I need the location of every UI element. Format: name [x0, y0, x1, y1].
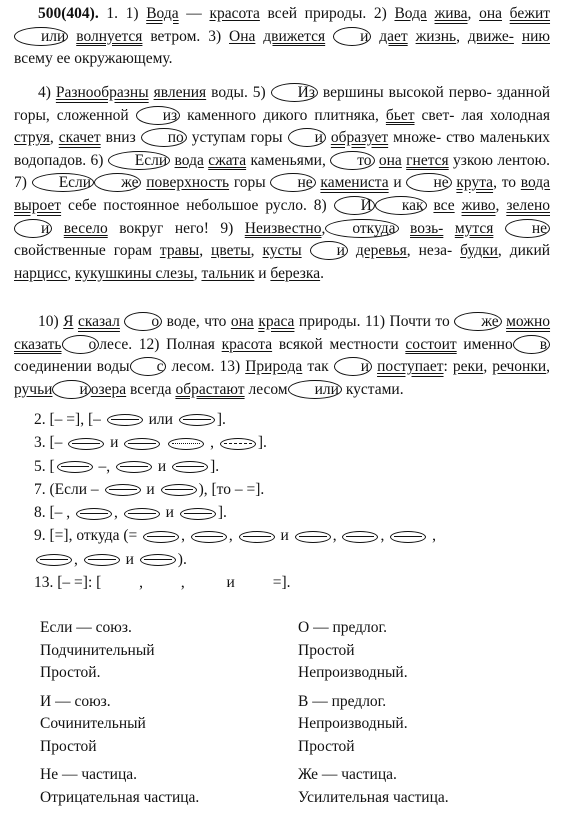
circled-word: не	[406, 173, 451, 192]
scheme-5: 5. [ –, и ].	[34, 457, 220, 475]
word: камениста	[320, 174, 389, 192]
scheme-label: 13.	[34, 574, 54, 592]
word: можно сказать	[14, 313, 551, 353]
word: свойственные горам	[14, 242, 152, 260]
word: дает	[379, 27, 408, 45]
scheme-2	[34, 408, 554, 431]
word: .	[320, 264, 324, 282]
scheme-13: 13. [– =]: [ , , и =].	[34, 574, 291, 592]
word: она	[230, 313, 254, 330]
paragraph-4	[14, 82, 550, 285]
word: все	[433, 196, 455, 214]
word: , неза-	[406, 242, 453, 260]
word: ,	[456, 27, 460, 45]
scheme-text: (Если –	[49, 480, 99, 498]
word: красота	[221, 335, 273, 353]
word: реки	[452, 358, 484, 376]
word: Природа	[245, 358, 303, 376]
scheme-text: и	[146, 480, 155, 498]
homogeneous-mark	[342, 531, 378, 543]
object-mark	[220, 438, 256, 450]
circled-word: как	[375, 196, 427, 215]
circled-word: же	[454, 312, 501, 331]
word: всему ее окружающему.	[14, 50, 173, 68]
word: горы	[233, 174, 266, 192]
word: узкою лентою. 7)	[14, 151, 551, 192]
word: явления	[153, 84, 207, 101]
circled-word: и	[14, 219, 52, 238]
predicate-mark	[179, 414, 215, 426]
word: , дикий	[497, 242, 551, 260]
word: она	[378, 151, 402, 169]
analysis-line: В — предлог.	[298, 692, 387, 710]
word: всегда	[130, 380, 172, 398]
scheme-text: [– ,	[49, 504, 71, 522]
circled-word: из	[136, 106, 180, 125]
analysis-line: Непроизводный.	[298, 715, 408, 732]
scheme-text: [– =]: [	[57, 574, 102, 592]
word: поступает	[377, 358, 444, 376]
word: гнется	[406, 151, 449, 169]
word: мутся	[454, 219, 494, 237]
word: движе-	[467, 27, 514, 45]
word: ,	[49, 129, 54, 147]
word: струя	[14, 129, 50, 147]
word: и	[258, 264, 267, 282]
scheme-text: [– =], [–	[49, 411, 101, 428]
circled-word: в	[513, 335, 550, 354]
word: каменного дикого плитняка,	[187, 106, 379, 124]
analysis-block	[40, 617, 280, 685]
homogeneous-mark	[36, 554, 72, 566]
object-mark	[168, 438, 204, 450]
word: воды. 5)	[211, 84, 266, 101]
scheme-7	[34, 478, 554, 501]
circled-word: Если	[32, 173, 94, 192]
word: зелено	[506, 196, 550, 214]
word: уступам горы	[191, 129, 283, 147]
circled-word: и	[334, 357, 372, 376]
analysis-block	[40, 764, 280, 809]
word: , то	[493, 174, 517, 192]
analysis-block	[40, 691, 280, 759]
analysis-line: Простой	[298, 737, 355, 755]
analysis-line: Подчинительный	[40, 641, 155, 659]
word: воде, что	[166, 313, 227, 330]
word: —	[186, 5, 202, 22]
word: именно	[463, 335, 513, 353]
word: вода	[520, 174, 551, 192]
scheme-text: и	[226, 574, 235, 592]
word: жизнь	[415, 27, 457, 45]
word: речонки	[492, 358, 547, 376]
word: Вода	[394, 5, 427, 22]
word: она	[479, 5, 503, 22]
circled-word: и	[310, 241, 348, 260]
word: березка	[270, 264, 321, 282]
word: ,	[483, 358, 488, 376]
word: деревья	[355, 242, 407, 260]
circled-word: или	[288, 380, 342, 399]
paragraph-1	[14, 3, 550, 71]
scheme-8: 8. [– , , и ].	[34, 504, 227, 522]
analysis-line: Непроизводный.	[298, 664, 408, 681]
scheme-text: ,	[432, 527, 436, 545]
lead: 1. 1)	[106, 5, 139, 22]
word: всей природы. 2)	[267, 5, 387, 22]
word: 10)	[38, 313, 59, 330]
word: вниз	[105, 129, 136, 147]
word: красота	[209, 5, 260, 22]
analysis-line: Простой	[40, 737, 97, 755]
word: Вода	[146, 5, 179, 22]
homogeneous-mark	[116, 461, 152, 473]
word: живо	[461, 196, 496, 214]
homogeneous-mark	[57, 461, 93, 473]
scheme-text: и	[110, 434, 119, 452]
predicate-mark	[107, 414, 143, 426]
word: свет-	[421, 106, 455, 124]
word: Я	[63, 313, 74, 330]
circled-word: же	[94, 173, 141, 192]
word: кусты	[262, 242, 302, 260]
word: ветром. 3)	[150, 27, 222, 45]
analysis-line: Не — частица.	[40, 766, 137, 783]
circled-word: то	[330, 151, 374, 170]
word: так	[307, 358, 329, 376]
word: вода	[174, 151, 204, 169]
paragraph-10	[14, 311, 550, 401]
word: ,	[467, 5, 472, 22]
scheme-9-cont: , и ).	[34, 548, 554, 571]
analysis-left-column	[40, 617, 280, 815]
word: вокруг него! 9)	[119, 219, 234, 237]
word: всякой местности	[278, 335, 399, 353]
homogeneous-mark	[105, 484, 141, 496]
word: ,	[193, 264, 198, 282]
word: крута	[456, 174, 494, 192]
word: озера	[90, 380, 127, 398]
sentence-schemes	[34, 408, 554, 594]
word: сжата	[208, 151, 247, 169]
analysis-line: Усилительная частица.	[298, 788, 449, 806]
word: краса	[258, 313, 295, 330]
word: выроет	[14, 196, 62, 214]
homogeneous-mark	[143, 531, 179, 543]
word: цветы	[211, 242, 251, 260]
word: травы	[159, 242, 200, 260]
analysis-line: Простой	[298, 641, 355, 659]
analysis-block	[298, 617, 538, 685]
word: жива	[434, 5, 468, 22]
scheme-text: и	[165, 504, 174, 522]
scheme-text: ].	[257, 434, 267, 452]
circled-word: или	[14, 27, 68, 46]
word: ,	[67, 264, 72, 282]
word: ручьи	[14, 380, 53, 398]
scheme-9: 9. [=], откуда (= , , и , , ,	[34, 527, 436, 545]
homogeneous-mark	[180, 508, 216, 520]
scheme-text: ].	[217, 504, 227, 522]
analysis-line: Же — частица.	[298, 766, 397, 783]
homogeneous-mark	[140, 554, 176, 566]
subject-mark	[124, 438, 160, 450]
circled-word: с	[130, 357, 167, 376]
analysis-block	[298, 691, 538, 759]
word: Разнообразны	[55, 84, 149, 101]
circled-word: и	[52, 380, 90, 399]
word: :	[443, 358, 448, 376]
homogeneous-mark	[84, 554, 120, 566]
word: ,	[199, 242, 204, 260]
scheme-text: и	[125, 550, 134, 568]
word: 4)	[38, 84, 51, 101]
word: природы. 11) Почти то	[298, 313, 450, 330]
exercise-number: 500(404).	[38, 5, 99, 22]
word: волнуется	[76, 27, 143, 45]
scheme-label: 5.	[34, 457, 46, 475]
word: ство маленьких водопадов. 6)	[14, 129, 551, 169]
scheme-label: 8.	[34, 504, 46, 522]
homogeneous-mark	[295, 531, 331, 543]
homogeneous-mark	[76, 508, 112, 520]
scheme-3: 3. [– и , ].	[34, 434, 267, 452]
word: зданной горы, сложенной	[14, 84, 551, 124]
analysis-right-column	[298, 617, 538, 815]
scheme-text: ].	[210, 457, 220, 475]
word: кукушкины слезы	[75, 264, 194, 282]
word: вершины высокой перво-	[322, 84, 492, 101]
circled-word: по	[141, 128, 187, 147]
word: весело	[63, 219, 108, 237]
circled-word: не	[270, 173, 315, 192]
word: тальник	[201, 264, 255, 282]
word: ,	[495, 196, 500, 214]
word: каменьями,	[250, 151, 326, 169]
word: образует	[330, 129, 389, 147]
circled-word: и	[288, 128, 326, 147]
word: нию	[521, 27, 550, 45]
word: бьет	[385, 106, 415, 124]
scheme-text: ].	[216, 411, 226, 428]
scheme-text: ), [то – =].	[198, 480, 265, 498]
word: себе постоянное небольшое русло. 8)	[68, 196, 327, 214]
circled-word: откуда	[325, 219, 398, 238]
scheme-label: 3.	[34, 434, 46, 452]
word: лесе. 12) Полная	[99, 335, 215, 353]
word: кустами.	[345, 380, 404, 398]
word: скачет	[58, 129, 101, 147]
homogeneous-mark	[161, 484, 197, 496]
scheme-label: 2.	[34, 411, 46, 428]
analysis-line: О — предлог.	[298, 619, 388, 636]
word: будки	[460, 242, 498, 260]
word: лая холодная	[461, 106, 551, 124]
analysis-line: Сочинительный	[40, 715, 146, 732]
scheme-text: или	[148, 411, 173, 428]
analysis-block	[298, 764, 538, 809]
word: Она	[229, 27, 256, 45]
scheme-text: и	[157, 457, 167, 475]
homogeneous-mark	[124, 508, 160, 520]
word: обрастают	[175, 380, 245, 398]
circled-word: И	[334, 196, 375, 215]
word: возь-	[410, 219, 444, 237]
circled-word: Если	[108, 151, 170, 170]
homogeneous-mark	[390, 531, 426, 543]
scheme-text: =].	[272, 574, 291, 592]
analysis-line: Простой.	[40, 664, 101, 681]
analysis-line: Если — союз.	[40, 619, 132, 636]
scheme-text: и	[280, 527, 289, 545]
analysis-line: Отрицательная частица.	[40, 788, 200, 806]
word: сказал	[77, 313, 120, 330]
word: ,	[546, 358, 551, 376]
word: соединении воды	[14, 358, 130, 376]
scheme-label: 9.	[34, 527, 46, 545]
word: состоит	[405, 335, 457, 353]
word: ,	[250, 242, 255, 260]
homogeneous-mark	[191, 531, 227, 543]
word: поверхность	[146, 174, 230, 192]
word: бежит	[509, 5, 551, 22]
circled-word: о	[62, 335, 100, 354]
circled-word: о	[124, 312, 162, 331]
scheme-label: 7.	[34, 480, 46, 498]
homogeneous-mark	[239, 531, 275, 543]
word: множе-	[393, 129, 442, 147]
scheme-text: ).	[177, 550, 187, 568]
word: лесом	[248, 380, 288, 398]
homogeneous-mark	[172, 461, 208, 473]
scheme-text: [–	[49, 434, 63, 452]
word: движется	[263, 27, 326, 45]
word: лесом. 13)	[171, 358, 241, 376]
analysis-line: И — союз.	[40, 692, 111, 710]
word: и	[393, 174, 402, 192]
subject-mark	[68, 438, 104, 450]
word: нарцисс	[14, 264, 68, 282]
circled-word: Из	[271, 83, 318, 102]
scheme-text: [=], откуда (=	[49, 527, 138, 545]
word: Неизвестно	[244, 219, 322, 237]
circled-word: не	[505, 219, 550, 238]
scheme-text: [	[49, 457, 55, 475]
circled-word: и	[333, 27, 371, 46]
word: ,	[321, 219, 326, 237]
